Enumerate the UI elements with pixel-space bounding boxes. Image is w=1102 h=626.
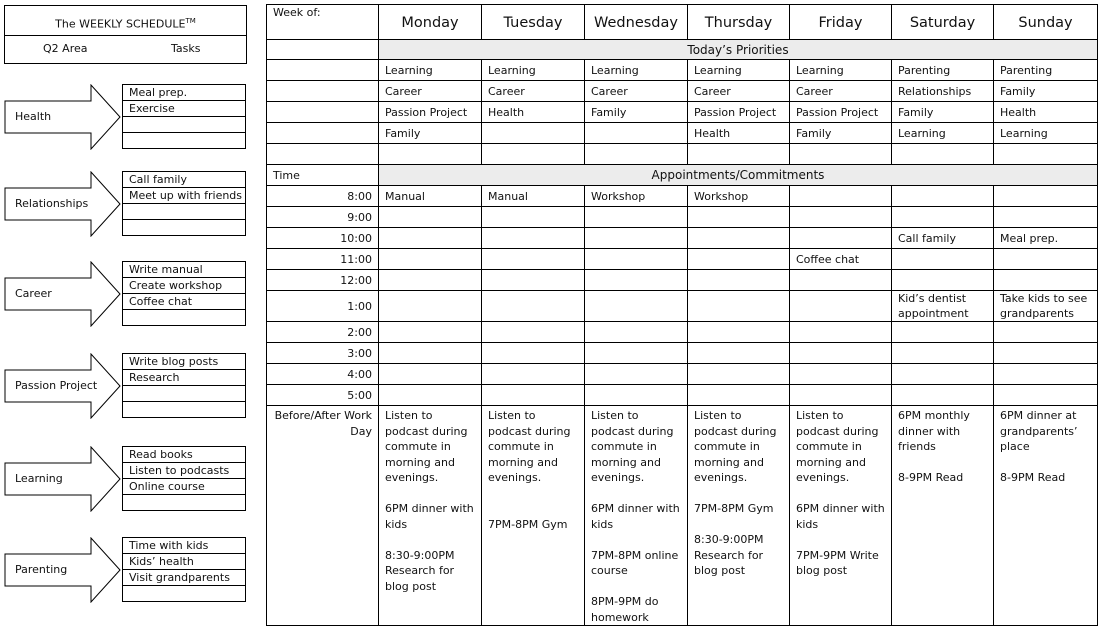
priority-cell[interactable] — [688, 144, 790, 165]
day-header: Wednesday — [585, 5, 688, 40]
priority-cell[interactable]: Learning — [994, 123, 1098, 144]
priority-cell[interactable]: Passion Project — [688, 102, 790, 123]
weekly-schedule-table — [266, 4, 1098, 626]
appointment-cell[interactable] — [482, 322, 585, 343]
appointment-cell[interactable]: Workshop — [688, 186, 790, 207]
priority-cell[interactable]: Learning — [482, 60, 585, 81]
appointment-cell[interactable] — [688, 228, 790, 249]
task-item[interactable] — [123, 204, 245, 220]
appointment-cell[interactable] — [482, 249, 585, 270]
appointment-cell[interactable] — [482, 385, 585, 406]
priority-cell[interactable] — [585, 144, 688, 165]
priorities-header: Today’s Priorities — [379, 40, 1098, 60]
q2-area-header: Q2 Area — [43, 42, 88, 55]
appointment-cell[interactable] — [994, 385, 1098, 406]
appointment-cell[interactable] — [892, 207, 994, 228]
appointment-cell[interactable] — [482, 207, 585, 228]
appointment-cell[interactable] — [585, 207, 688, 228]
tasks-header: Tasks — [171, 42, 201, 55]
appointment-cell[interactable] — [790, 385, 892, 406]
appointment-cell[interactable] — [585, 343, 688, 364]
time-slot: 2:00 — [267, 322, 379, 343]
appointment-cell[interactable] — [379, 228, 482, 249]
appointment-cell[interactable] — [688, 207, 790, 228]
priority-cell[interactable]: Career — [688, 81, 790, 102]
day-header: Friday — [790, 5, 892, 40]
priority-cell[interactable]: Passion Project — [379, 102, 482, 123]
appointment-cell[interactable] — [482, 291, 585, 322]
task-item[interactable]: Meal prep. — [123, 85, 245, 101]
appointment-cell[interactable] — [585, 291, 688, 322]
task-item[interactable]: Coffee chat — [123, 294, 245, 310]
task-list — [122, 446, 246, 511]
priority-cell[interactable] — [482, 123, 585, 144]
appointment-cell[interactable] — [892, 322, 994, 343]
blank-cell — [267, 102, 379, 123]
task-list — [122, 171, 246, 236]
appointment-cell[interactable] — [994, 186, 1098, 207]
before-after-cell[interactable]: Listen to podcast during commute in morning and evenings. 6PM dinner with kids 7PM-8PM online course 8PM-9PM do homework — [585, 406, 688, 626]
time-slot: 9:00 — [267, 207, 379, 228]
appointments-header: Appointments/Commitments — [379, 165, 1098, 186]
blank-cell — [267, 81, 379, 102]
appointment-cell[interactable] — [482, 228, 585, 249]
appointment-cell[interactable] — [892, 364, 994, 385]
appointment-cell[interactable] — [585, 249, 688, 270]
priority-cell[interactable]: Learning — [892, 123, 994, 144]
task-list — [122, 353, 246, 418]
appointment-cell[interactable] — [790, 364, 892, 385]
area-label: Learning — [15, 472, 63, 485]
area-label: Career — [15, 287, 52, 300]
task-item[interactable] — [123, 402, 245, 417]
day-header: Sunday — [994, 5, 1098, 40]
q2-area-passion-project — [4, 353, 247, 419]
appointment-cell[interactable] — [688, 385, 790, 406]
day-header: Saturday — [892, 5, 994, 40]
task-item[interactable]: Visit grandparents — [123, 570, 245, 586]
appointment-cell[interactable]: Workshop — [585, 186, 688, 207]
priority-cell[interactable] — [585, 123, 688, 144]
appointment-cell[interactable] — [892, 385, 994, 406]
appointment-cell[interactable] — [994, 322, 1098, 343]
appointment-cell[interactable]: Manual — [482, 186, 585, 207]
before-after-cell[interactable]: Listen to podcast during commute in morning and evenings. 7PM-8PM Gym 8:30-9:00PM Research for blog post — [688, 406, 790, 626]
appointment-cell[interactable] — [892, 343, 994, 364]
before-after-cell[interactable]: 6PM dinner at grandparents’ place 8-9PM Read — [994, 406, 1098, 626]
priority-cell[interactable]: Learning — [379, 60, 482, 81]
task-item[interactable]: Online course — [123, 479, 245, 495]
area-label: Parenting — [15, 563, 68, 576]
task-item[interactable]: Read books — [123, 447, 245, 463]
appointment-cell[interactable] — [379, 385, 482, 406]
appointment-cell[interactable] — [892, 186, 994, 207]
appointment-cell[interactable] — [790, 228, 892, 249]
appointment-cell[interactable] — [688, 322, 790, 343]
appointment-cell[interactable]: Coffee chat — [790, 249, 892, 270]
appointment-cell[interactable] — [994, 249, 1098, 270]
trademark: TM — [185, 17, 196, 25]
task-item[interactable]: Write manual — [123, 262, 245, 278]
time-slot: 4:00 — [267, 364, 379, 385]
time-slot: 3:00 — [267, 343, 379, 364]
appointment-cell[interactable] — [379, 291, 482, 322]
priority-cell[interactable]: Career — [379, 81, 482, 102]
time-slot: 5:00 — [267, 385, 379, 406]
q2-area-relationships — [4, 171, 247, 237]
priority-cell[interactable]: Family — [585, 102, 688, 123]
appointment-cell[interactable]: Call family — [892, 228, 994, 249]
appointment-cell[interactable] — [994, 364, 1098, 385]
task-item[interactable]: Listen to podcasts — [123, 463, 245, 479]
task-item[interactable]: Call family — [123, 172, 245, 188]
task-item[interactable]: Meet up with friends — [123, 188, 245, 204]
time-slot: 8:00 — [267, 186, 379, 207]
task-item[interactable] — [123, 310, 245, 325]
title-text: The WEEKLY SCHEDULE — [55, 17, 186, 31]
q2-area-health — [4, 84, 247, 150]
priority-cell[interactable]: Family — [379, 123, 482, 144]
appointment-cell[interactable] — [790, 343, 892, 364]
task-list — [122, 84, 246, 149]
appointment-cell[interactable]: Take kids to see grandparents — [994, 291, 1098, 322]
day-header: Monday — [379, 5, 482, 40]
priority-cell[interactable]: Family — [994, 81, 1098, 102]
task-item[interactable] — [123, 133, 245, 148]
appointment-cell[interactable]: Kid’s dentist appointment — [892, 291, 994, 322]
time-slot: 12:00 — [267, 270, 379, 291]
appointment-cell[interactable] — [790, 322, 892, 343]
before-after-label: Before/After Work Day — [267, 406, 379, 626]
priority-cell[interactable] — [892, 144, 994, 165]
area-label: Health — [15, 110, 52, 123]
appointment-cell[interactable] — [994, 207, 1098, 228]
task-item[interactable] — [123, 117, 245, 133]
appointment-cell[interactable]: Meal prep. — [994, 228, 1098, 249]
time-slot: 10:00 — [267, 228, 379, 249]
blank-cell — [267, 40, 379, 60]
q2-area-career — [4, 261, 247, 327]
task-item[interactable]: Time with kids — [123, 538, 245, 554]
priority-cell[interactable]: Family — [892, 102, 994, 123]
task-item[interactable] — [123, 586, 245, 601]
time-slot: 1:00 — [267, 291, 379, 322]
appointment-cell[interactable] — [892, 270, 994, 291]
blank-cell — [267, 123, 379, 144]
priority-cell[interactable]: Health — [688, 123, 790, 144]
before-after-cell[interactable]: Listen to podcast during commute in morning and evenings. 6PM dinner with kids 8:30-9:00PM Research for blog post — [379, 406, 482, 626]
appointment-cell[interactable] — [994, 343, 1098, 364]
day-header: Thursday — [688, 5, 790, 40]
task-item[interactable]: Write blog posts — [123, 354, 245, 370]
appointment-cell[interactable] — [790, 207, 892, 228]
priority-cell[interactable]: Relationships — [892, 81, 994, 102]
priority-cell[interactable] — [482, 144, 585, 165]
appointment-cell[interactable] — [379, 270, 482, 291]
priority-cell[interactable] — [790, 144, 892, 165]
appointment-cell[interactable] — [379, 249, 482, 270]
area-label: Relationships — [15, 197, 89, 210]
priority-cell[interactable]: Passion Project — [790, 102, 892, 123]
priority-cell[interactable]: Learning — [585, 60, 688, 81]
appointment-cell[interactable] — [994, 270, 1098, 291]
priority-cell[interactable]: Health — [994, 102, 1098, 123]
task-item[interactable] — [123, 495, 245, 510]
appointment-cell[interactable] — [482, 270, 585, 291]
before-after-cell[interactable]: Listen to podcast during commute in morning and evenings. 6PM dinner with kids 7PM-9PM Write blog post — [790, 406, 892, 626]
priority-cell[interactable]: Parenting — [892, 60, 994, 81]
blank-cell — [267, 60, 379, 81]
appointment-cell[interactable] — [482, 343, 585, 364]
area-label: Passion Project — [15, 379, 98, 392]
appointment-cell[interactable] — [688, 364, 790, 385]
task-list — [122, 261, 246, 326]
appointment-cell[interactable] — [379, 343, 482, 364]
appointment-cell[interactable] — [585, 228, 688, 249]
appointment-cell[interactable] — [379, 322, 482, 343]
time-label: Time — [267, 165, 379, 186]
priority-cell[interactable]: Parenting — [994, 60, 1098, 81]
appointment-cell[interactable] — [790, 291, 892, 322]
task-item[interactable]: Research — [123, 370, 245, 386]
q2-area-learning — [4, 446, 247, 512]
appointment-cell[interactable] — [379, 364, 482, 385]
task-item[interactable] — [123, 220, 245, 235]
priority-cell[interactable] — [994, 144, 1098, 165]
week-of-label[interactable]: Week of: — [267, 5, 379, 40]
priority-cell[interactable]: Learning — [688, 60, 790, 81]
appointment-cell[interactable] — [892, 249, 994, 270]
appointment-cell[interactable] — [790, 186, 892, 207]
q2-area-parenting — [4, 537, 247, 603]
schedule-title — [5, 6, 246, 36]
appointment-cell[interactable] — [585, 322, 688, 343]
appointment-cell[interactable] — [688, 270, 790, 291]
before-after-cell[interactable]: 6PM monthly dinner with friends 8-9PM Read — [892, 406, 994, 626]
priority-cell[interactable]: Career — [790, 81, 892, 102]
priority-cell[interactable]: Career — [585, 81, 688, 102]
appointment-cell[interactable] — [585, 385, 688, 406]
priority-cell[interactable]: Family — [790, 123, 892, 144]
title-box — [4, 5, 247, 64]
priority-cell[interactable]: Health — [482, 102, 585, 123]
appointment-cell[interactable] — [790, 270, 892, 291]
task-item[interactable] — [123, 386, 245, 402]
day-header: Tuesday — [482, 5, 585, 40]
blank-cell — [267, 144, 379, 165]
appointment-cell[interactable] — [482, 364, 585, 385]
task-item[interactable]: Create workshop — [123, 278, 245, 294]
task-list — [122, 537, 246, 602]
priority-cell[interactable]: Learning — [790, 60, 892, 81]
appointment-cell[interactable] — [379, 207, 482, 228]
priority-cell[interactable]: Career — [482, 81, 585, 102]
task-item[interactable]: Kids’ health — [123, 554, 245, 570]
appointment-cell[interactable] — [688, 343, 790, 364]
appointment-cell[interactable]: Manual — [379, 186, 482, 207]
appointment-cell[interactable] — [585, 364, 688, 385]
task-item[interactable]: Exercise — [123, 101, 245, 117]
time-slot: 11:00 — [267, 249, 379, 270]
priority-cell[interactable] — [379, 144, 482, 165]
before-after-cell[interactable]: Listen to podcast during commute in morning and evenings. 7PM-8PM Gym — [482, 406, 585, 626]
appointment-cell[interactable] — [585, 270, 688, 291]
appointment-cell[interactable] — [688, 291, 790, 322]
appointment-cell[interactable] — [688, 249, 790, 270]
